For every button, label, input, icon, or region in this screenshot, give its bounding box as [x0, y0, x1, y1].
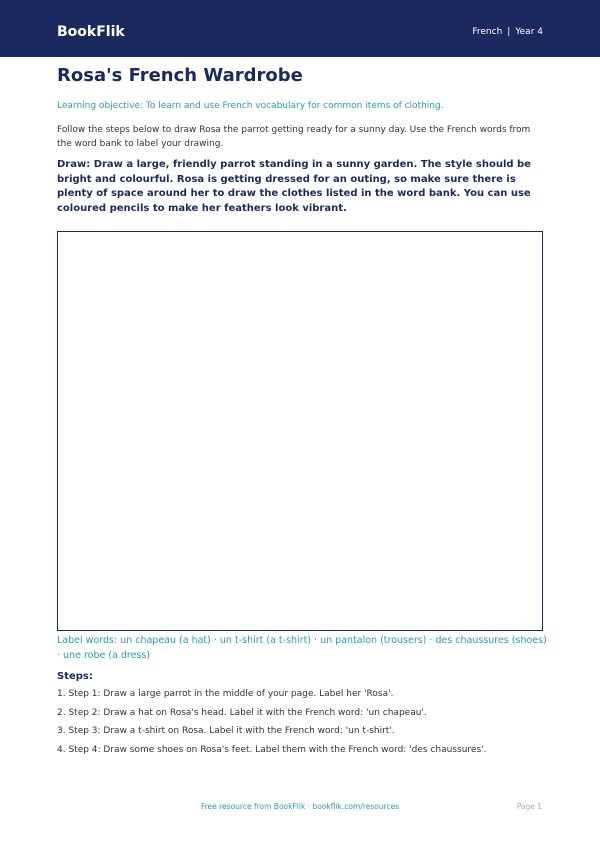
steps-list — [57, 688, 547, 762]
page-title: Rosa's French Wardrobe — [57, 65, 303, 86]
draw-instructions: Draw: Draw a large, friendly parrot standing in a sunny garden. The style should be bright and colourful. Rosa is getting dressed for an outing, so make sure there is plenty of space around her to draw the clothes listed in the word bank. You can use coloured pencils to make her feathers look vibrant. — [57, 159, 531, 214]
steps-heading: Steps: — [57, 671, 93, 682]
learning-objective: Learning objective: To learn and use French vocabulary for common items of clothing. — [57, 101, 444, 111]
footer-link[interactable]: Free resource from BookFlik · bookflik.com/resources — [200, 802, 400, 811]
header-bar — [0, 0, 600, 57]
brand-logo-text[interactable]: BookFlik — [57, 24, 125, 40]
page-number: Page 1 — [516, 802, 542, 811]
subject-label: French — [472, 27, 503, 37]
step-item: 3. Step 3: Draw a t-shirt on Rosa. Label it with the French word: 'un t-shirt'. — [57, 726, 395, 736]
header-meta — [472, 25, 543, 39]
year-label: Year 4 — [515, 27, 543, 37]
intro-text: Follow the steps below to draw Rosa the parrot getting ready for a sunny day. Use the French words from the word bank to label your drawing. — [57, 125, 531, 149]
word-bank: Label words: un chapeau (a hat) · un t-shirt (a t-shirt) · un pantalon (trousers) · des chaussures (shoes) · une robe (a dress) — [57, 635, 547, 661]
step-item: 4. Step 4: Draw some shoes on Rosa's feet. Label them with the French word: 'des chaussures'. — [57, 744, 487, 755]
step-item: 1. Step 1: Draw a large parrot in the middle of your page. Label her 'Rosa'. — [57, 689, 394, 699]
header-separator: | — [507, 27, 511, 37]
step-item: 2. Step 2: Draw a hat on Rosa's head. Label it with the French word: 'un chapeau'. — [57, 707, 427, 718]
drawing-area[interactable] — [57, 231, 543, 631]
